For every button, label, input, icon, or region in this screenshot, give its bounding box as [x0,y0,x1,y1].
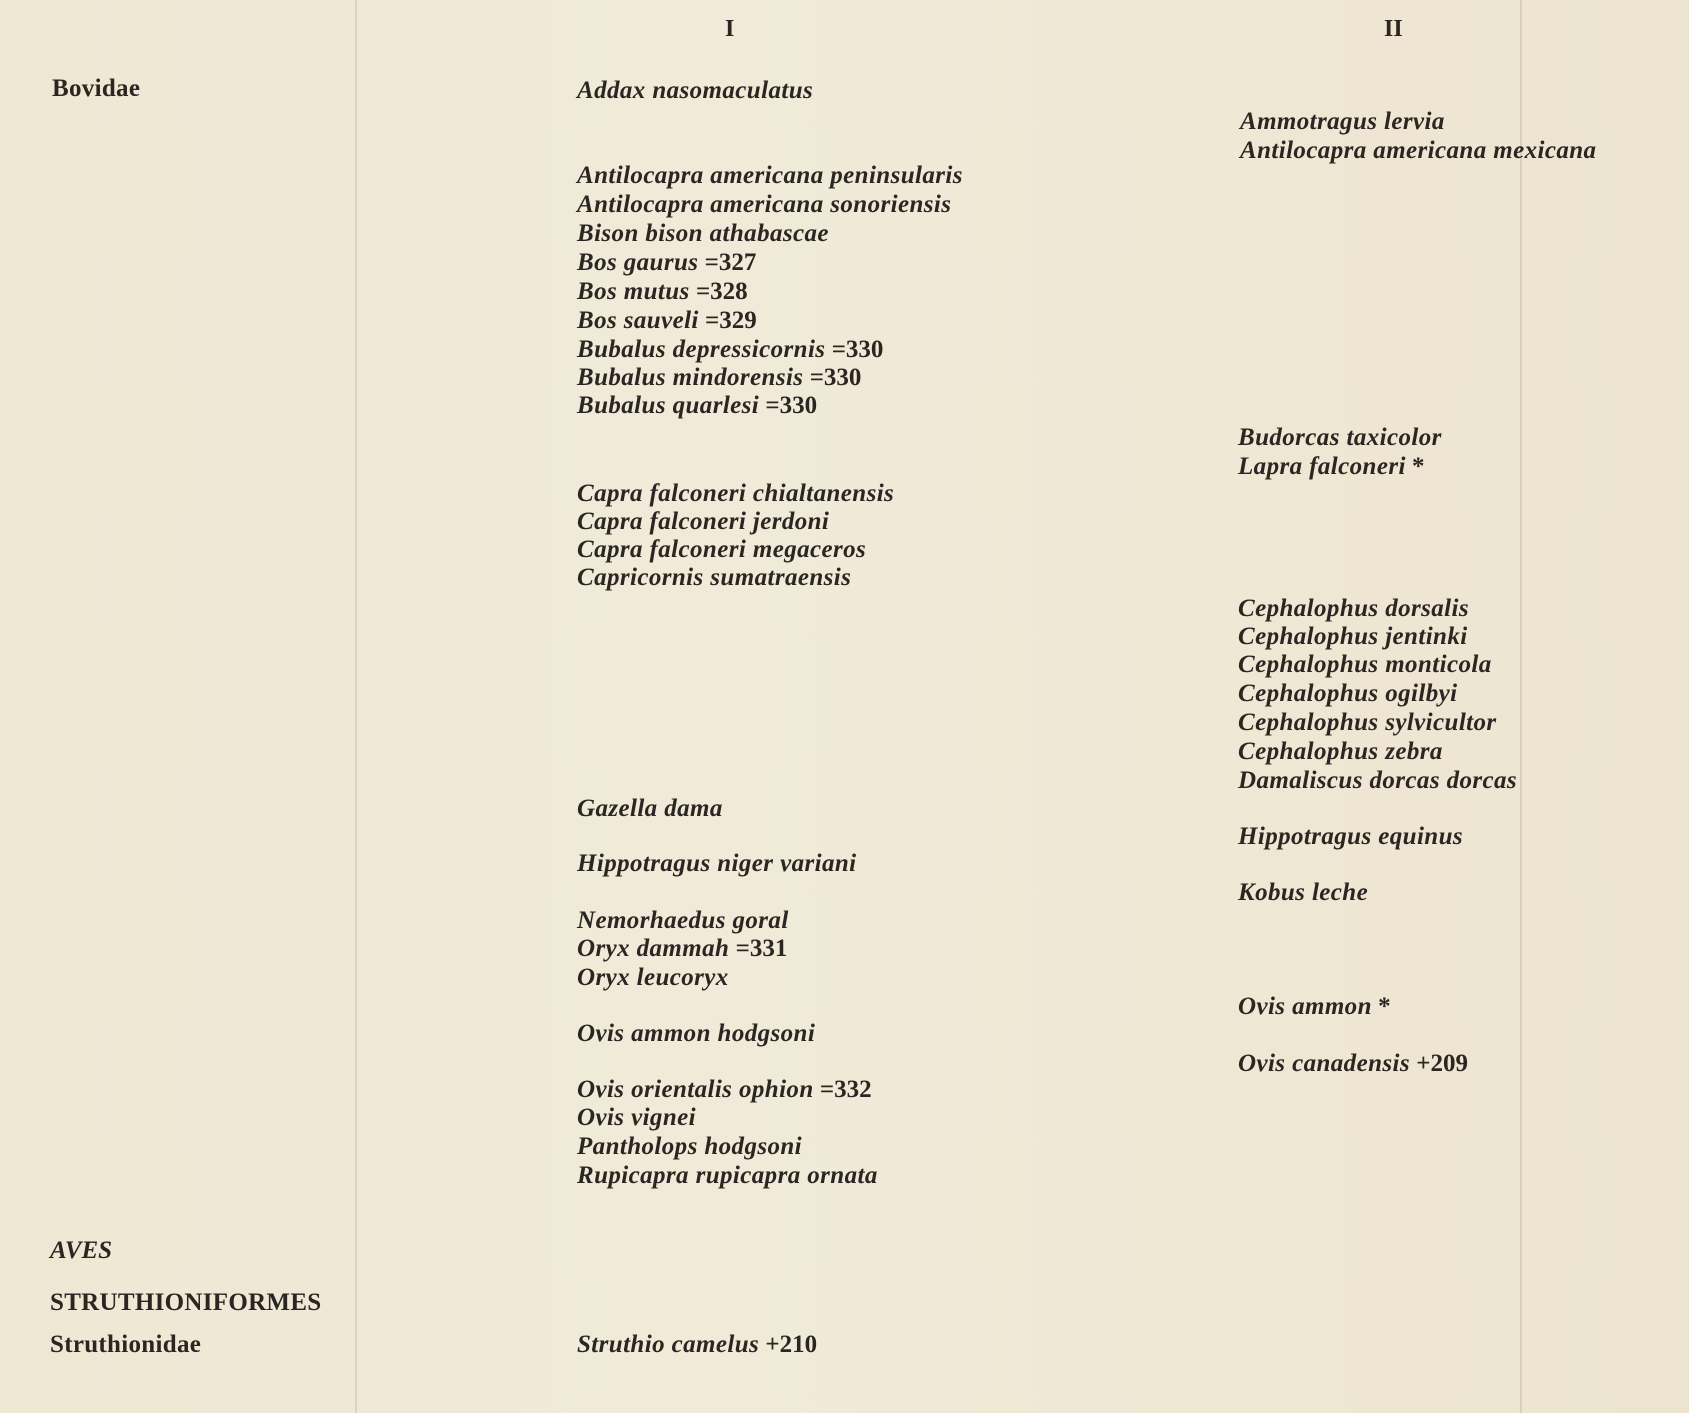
cross-reference-note: +210 [765,1331,818,1358]
cross-reference-note: =331 [735,935,788,962]
species-name: Hippotragus equinus [1238,823,1464,850]
species-name: Nemorhaedus goral [577,907,789,934]
species-name: Ovis orientalis ophion [577,1076,814,1103]
species-entry [1240,137,1596,165]
column-header-i: I [725,16,735,42]
species-name: Bison bison athabascae [577,220,829,247]
category-struthionidae: Struthionidae [50,1331,202,1358]
cross-reference-note: =329 [705,307,757,334]
cross-reference-note: =330 [831,336,884,363]
species-entry [1238,651,1492,679]
species-name: Damaliscus dorcas dorcas [1238,767,1518,794]
species-name: Antilocapra americana peninsularis [577,162,963,189]
species-entry [577,1020,815,1048]
species-name: Gazella dama [577,795,723,822]
page-fold-line [1520,0,1522,1413]
species-name: Bos mutus [577,278,690,305]
species-name: Cephalophus jentinki [1238,623,1468,650]
species-entry [1238,595,1469,623]
species-name: Lapra falconeri [1238,453,1406,480]
cross-reference-note: +209 [1416,1050,1468,1077]
species-name: Addax nasomaculatus [577,77,814,104]
species-entry [1238,680,1457,708]
species-name: Capra falconeri jerdoni [577,508,830,535]
species-name: Capra falconeri megaceros [577,536,867,563]
asterisk-marker: * [1412,453,1425,480]
species-entry [577,1162,878,1190]
species-name: Cephalophus ogilbyi [1238,680,1458,707]
cross-reference-note: =330 [809,364,862,391]
category-struthioniformes: STRUTHIONIFORMES [50,1289,322,1316]
species-entry [577,508,829,536]
species-name: Ovis ammon [1238,993,1372,1020]
cross-reference-note: =330 [765,392,818,419]
species-entry [577,850,857,878]
species-entry [577,1076,872,1104]
species-name: Bubalus depressicornis [577,336,826,363]
species-entry [1238,709,1497,737]
page-fold-line [355,0,357,1413]
species-name: Antilocapra americana sonoriensis [577,191,952,218]
species-entry [1238,1050,1468,1078]
species-name: Cephalophus sylvicultor [1238,709,1497,736]
species-entry [577,1104,696,1132]
species-name: Pantholops hodgsoni [577,1133,803,1160]
species-entry [577,907,789,935]
species-entry [577,480,894,508]
species-entry [577,307,757,335]
species-name: Capra falconeri chialtanensis [577,480,895,507]
species-entry [1240,108,1445,136]
species-entry [1238,453,1425,481]
species-name: Cephalophus monticola [1238,651,1492,678]
category-bovidae: Bovidae [52,75,141,102]
species-entry [577,536,866,564]
species-name: Cephalophus zebra [1238,738,1443,765]
species-entry [577,1331,817,1359]
species-entry [577,77,813,105]
species-entry [1238,879,1368,907]
cross-reference-note: =328 [695,278,748,305]
species-name: Capricornis sumatraensis [577,564,852,591]
species-entry [577,935,787,963]
species-entry [1238,738,1443,766]
species-entry [1238,823,1463,851]
species-entry [1238,767,1517,795]
column-header-ii: II [1384,16,1403,42]
cross-reference-note: =327 [704,249,757,276]
species-name: Ammotragus lervia [1240,108,1445,135]
cross-reference-note: =332 [819,1076,872,1103]
species-name: Rupicapra rupicapra ornata [577,1162,878,1189]
species-name: Struthio camelus [577,1331,760,1358]
species-name: Hippotragus niger variani [577,850,857,877]
species-entry [577,364,861,392]
species-entry [577,336,883,364]
species-name: Cephalophus dorsalis [1238,595,1469,622]
species-entry [577,1133,802,1161]
species-entry [577,162,963,190]
species-entry [577,964,729,992]
species-name: Oryx dammah [577,935,730,962]
asterisk-marker: * [1378,993,1391,1020]
species-name: Kobus leche [1238,879,1369,906]
species-name: Bos gaurus [577,249,699,276]
species-entry [577,564,851,592]
species-name: Bos sauveli [577,307,699,334]
species-name: Ovis ammon hodgsoni [577,1020,816,1047]
species-name: Bubalus quarlesi [577,392,760,419]
species-entry [577,220,829,248]
species-entry [1238,623,1468,651]
species-entry [1238,424,1442,452]
species-entry [577,249,756,277]
species-name: Oryx leucoryx [577,964,729,991]
species-name: Ovis canadensis [1238,1050,1410,1077]
species-entry [1238,993,1391,1021]
species-name: Budorcas taxicolor [1238,424,1442,451]
species-entry [577,795,723,823]
species-name: Ovis vignei [577,1104,696,1131]
species-entry [577,191,951,219]
species-entry [577,278,748,306]
species-entry [577,392,817,420]
category-aves: AVES [50,1237,113,1264]
species-name: Bubalus mindorensis [577,364,804,391]
species-name: Antilocapra americana mexicana [1240,137,1597,164]
